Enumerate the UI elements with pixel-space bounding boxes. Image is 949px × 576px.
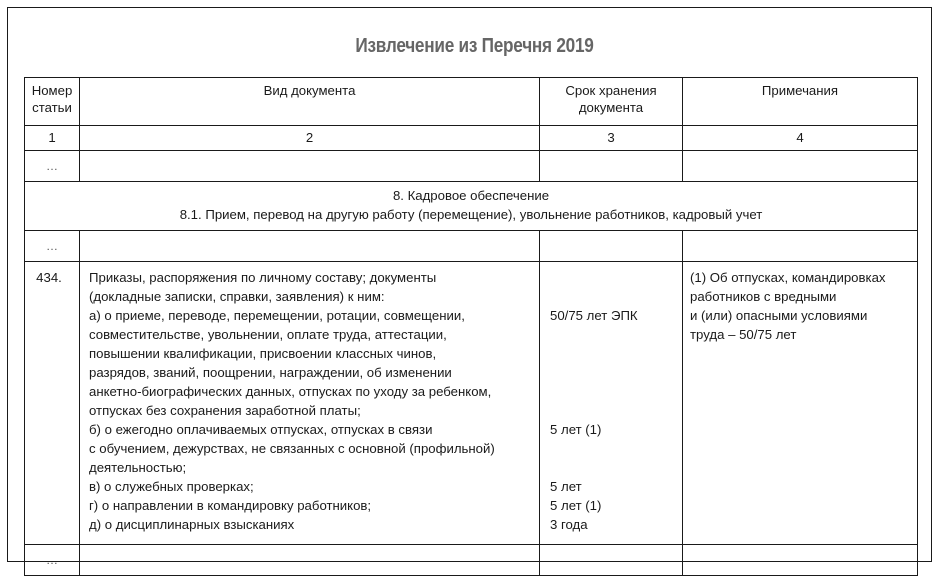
header-text: статьи [32, 100, 72, 115]
term-v: 5 лет [550, 479, 582, 494]
description-line: в) о служебных проверках; [89, 479, 254, 494]
empty-cell [80, 545, 540, 576]
description-line: совместительстве, увольнении, оплате труда, аттестации, [89, 327, 447, 342]
column-number-row [25, 126, 918, 151]
description-line: а) о приеме, переводе, перемещении, ротации, совмещении, [89, 308, 465, 323]
description-line: г) о направлении в командировку работников; [89, 498, 372, 513]
ellipsis-cell: … [25, 545, 80, 576]
section-subtitle: 8.1. Прием, перевод на другую работу (перемещение), увольнение работников, кадровый учет [179, 207, 763, 222]
note-line: (1) Об отпусках, командировках [690, 270, 886, 285]
description-line: деятельностью; [89, 460, 187, 475]
empty-cell [683, 151, 918, 182]
description-line: разрядов, званий, поощрении, награждении, об изменении [89, 365, 452, 380]
description-line: с обучением, дежурствах, не связанных с основной (профильной) [89, 441, 495, 456]
header-retention-period [540, 78, 683, 126]
note-line: труда – 50/75 лет [690, 327, 797, 342]
column-number: 3 [540, 126, 683, 151]
empty-cell [540, 151, 683, 182]
article-description [80, 262, 540, 545]
header-text: Срок хранения [565, 83, 657, 98]
note-line: и (или) опасными условиями [690, 308, 868, 323]
header-notes: Примечания [683, 78, 918, 126]
description-line: б) о ежегодно оплачиваемых отпусках, отпусках в связи [89, 422, 433, 437]
document-title: Извлечение из Перечня 2019 [355, 35, 594, 57]
column-number: 2 [80, 126, 540, 151]
article-notes [683, 262, 918, 545]
ellipsis-cell: … [25, 231, 80, 262]
description-line: повышении квалификации, присвоении классных чинов, [89, 346, 437, 361]
term-b: 5 лет (1) [550, 422, 602, 437]
header-row [25, 78, 918, 126]
description-line: Приказы, распоряжения по личному составу; документы [89, 270, 437, 285]
term-a: 50/75 лет ЭПК [550, 308, 638, 323]
section-title: 8. Кадровое обеспечение [392, 188, 550, 203]
header-text: Номер [31, 83, 73, 98]
empty-cell [683, 231, 918, 262]
column-number: 1 [25, 126, 80, 151]
column-number: 4 [683, 126, 918, 151]
term-g: 5 лет (1) [550, 498, 602, 513]
section-heading [25, 182, 918, 231]
article-number: 434. [25, 262, 80, 545]
ellipsis-cell: … [25, 151, 80, 182]
empty-cell [80, 231, 540, 262]
ellipsis-row [25, 151, 918, 182]
empty-cell [540, 545, 683, 576]
description-line: анкетно-биографических данных, отпусках по уходу за ребенком, [89, 384, 492, 399]
description-line: (докладные записки, справки, заявления) к ним: [89, 289, 385, 304]
header-text: документа [578, 100, 644, 115]
article-row [25, 262, 918, 545]
header-document-type: Вид документа [80, 78, 540, 126]
records-table [24, 77, 918, 576]
empty-cell [683, 545, 918, 576]
section-row [25, 182, 918, 231]
note-line: работников с вредными [690, 289, 837, 304]
ellipsis-row [25, 545, 918, 576]
term-d: 3 года [550, 517, 588, 532]
description-line: отпусках без сохранения заработной платы; [89, 403, 361, 418]
ellipsis-row [25, 231, 918, 262]
header-article-number [25, 78, 80, 126]
retention-periods [540, 262, 683, 545]
description-line: д) о дисциплинарных взысканиях [89, 517, 295, 532]
empty-cell [80, 151, 540, 182]
empty-cell [540, 231, 683, 262]
